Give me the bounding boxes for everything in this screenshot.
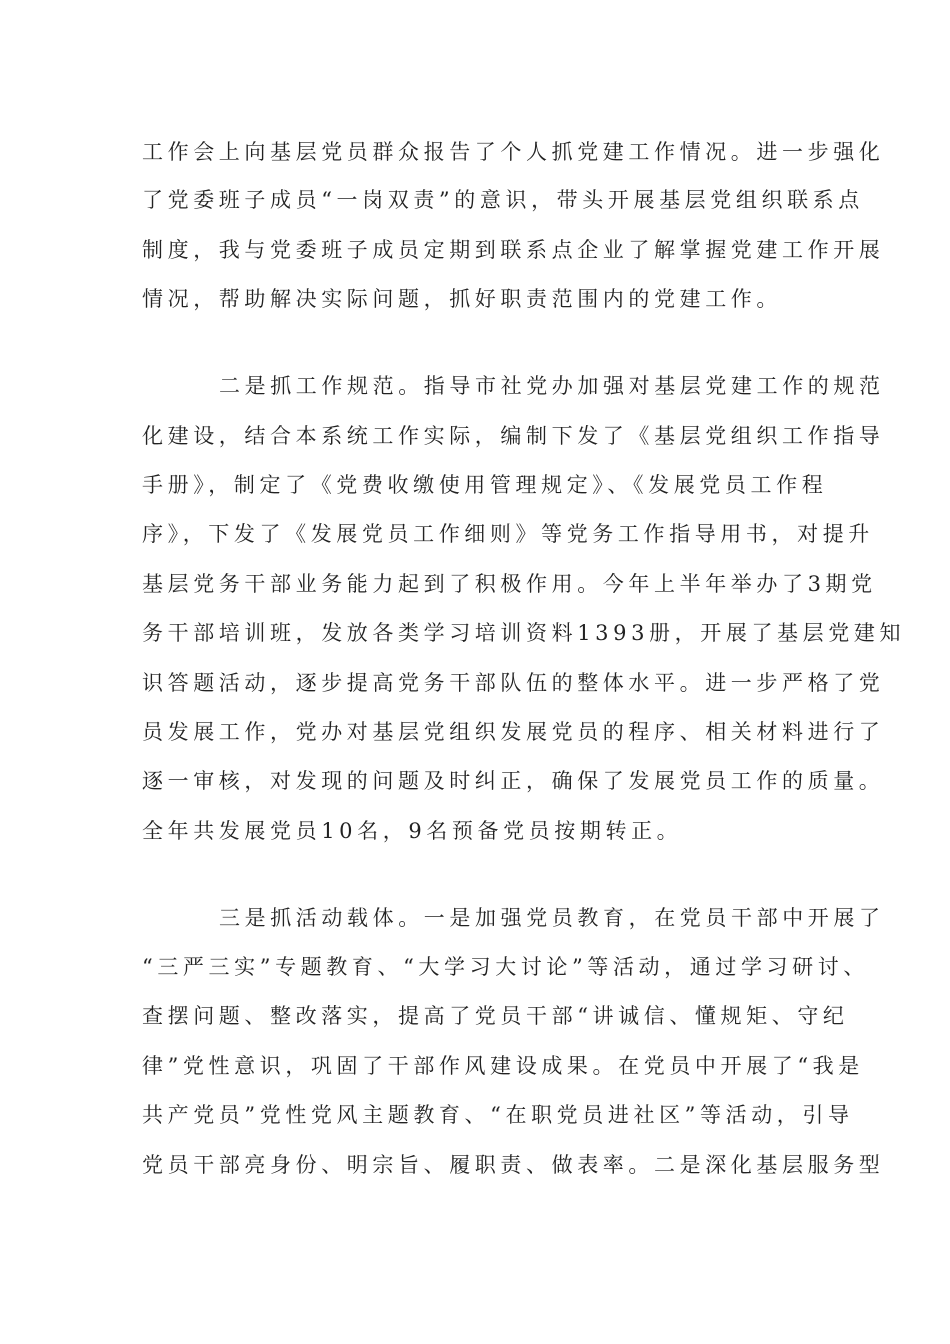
paragraph-1-line-4: 情况，帮助解决实际问题，抓好职责范围内的党建工作。 xyxy=(142,287,782,311)
paragraph-3-line-5: 共产党员”党性党风主题教育、“在职党员进社区”等活动，引导 xyxy=(142,1103,854,1127)
paragraph-1-line-2: 了党委班子成员“一岗双责”的意识，带头开展基层党组织联系点 xyxy=(142,188,864,212)
paragraph-3-line-6: 党员干部亮身份、明宗旨、履职责、做表率。二是深化基层服务型 xyxy=(142,1153,885,1177)
paragraph-2-line-5: 基层党务干部业务能力起到了积极作用。今年上半年举办了3期党 xyxy=(142,572,877,596)
paragraph-2-line-4: 序》，下发了《发展党员工作细则》等党务工作指导用书，对提升 xyxy=(142,522,874,546)
paragraph-2-line-3: 手册》，制定了《党费收缴使用管理规定》、《发展党员工作程 xyxy=(142,473,828,497)
paragraph-2-line-6: 务干部培训班，发放各类学习培训资料1393册，开展了基层党建知 xyxy=(142,621,906,645)
paragraph-1-line-1: 工作会上向基层党员群众报告了个人抓党建工作情况。进一步强化 xyxy=(142,140,885,164)
paragraph-2-line-2: 化建设，结合本系统工作实际，编制下发了《基层党组织工作指导 xyxy=(142,424,885,448)
paragraph-3-line-2: “三严三实”专题教育、“大学习大讨论”等活动，通过学习研讨、 xyxy=(142,955,869,979)
paragraph-2-line-8: 员发展工作，党办对基层党组织发展党员的程序、相关材料进行了 xyxy=(142,720,885,744)
paragraph-2-line-9: 逐一审核，对发现的问题及时纠正，确保了发展党员工作的质量。 xyxy=(142,769,885,793)
paragraph-2-line-10: 全年共发展党员10名，9名预备党员按期转正。 xyxy=(142,819,683,843)
paragraph-2-line-1: 二是抓工作规范。指导市社党办加强对基层党建工作的规范 xyxy=(219,374,885,398)
paragraph-2-line-7: 识答题活动，逐步提高党务干部队伍的整体水平。进一步严格了党 xyxy=(142,671,885,695)
paragraph-3-line-1: 三是抓活动载体。一是加强党员教育，在党员干部中开展了 xyxy=(219,906,885,930)
paragraph-1-line-3: 制度，我与党委班子成员定期到联系点企业了解掌握党建工作开展 xyxy=(142,238,885,262)
paragraph-3-line-4: 律”党性意识，巩固了干部作风建设成果。在党员中开展了“我是 xyxy=(142,1054,864,1078)
paragraph-3-line-3: 查摆问题、整改落实，提高了党员干部“讲诚信、懂规矩、守纪 xyxy=(142,1004,849,1028)
